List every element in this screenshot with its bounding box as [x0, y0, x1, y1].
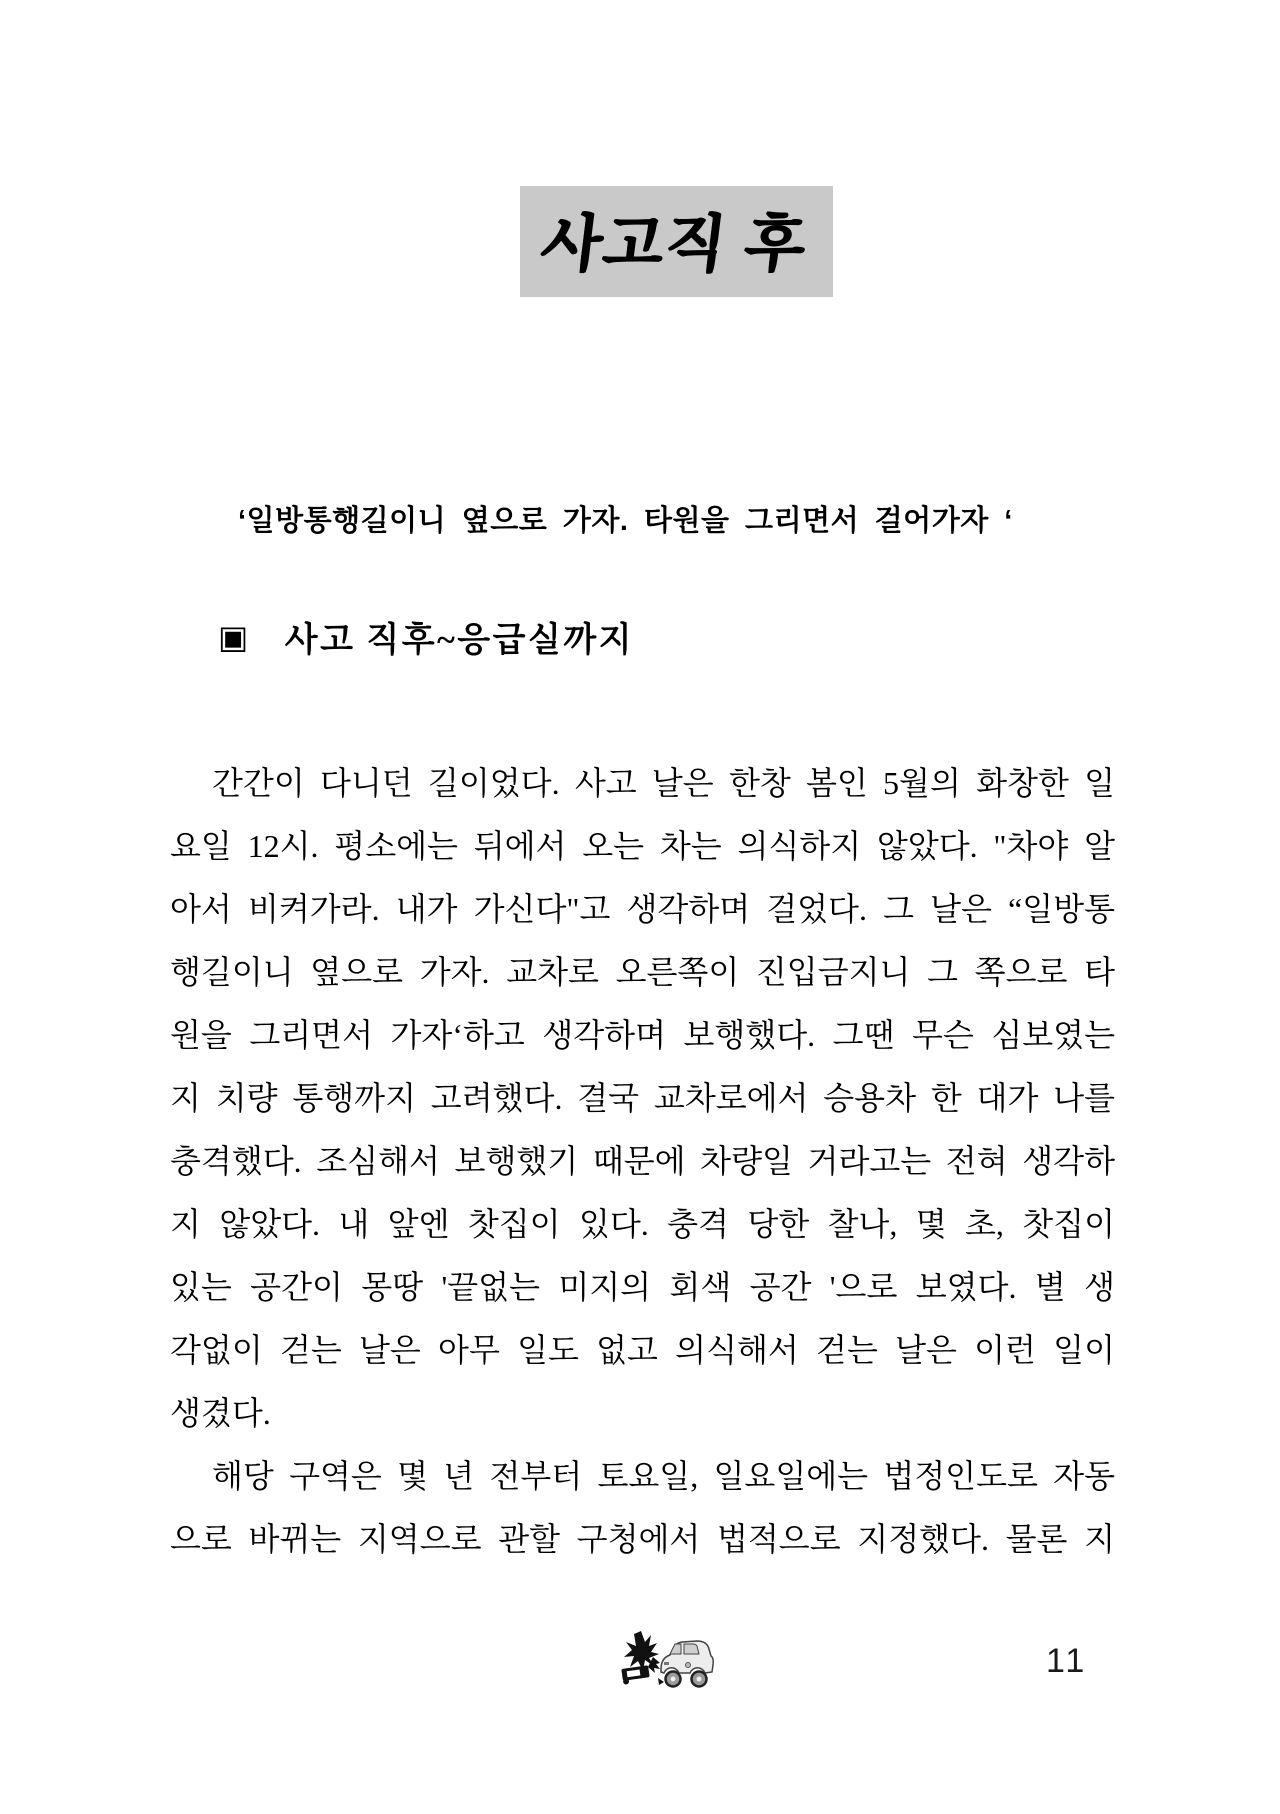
body-line: 있는 공간이 몽땅 '끝없는 미지의 회색 공간 '으로 보였다. 별 생 [170, 1269, 1115, 1305]
epigraph-quote: ‘일방통행길이니 옆으로 가자. 타원을 그리면서 걸어가자 ‘ [238, 505, 1013, 537]
body-line: 지 않았다. 내 앞엔 찻집이 있다. 충격 당한 찰나, 몇 초, 찻집이 [170, 1206, 1115, 1242]
body-line: 지 치량 통행까지 고려했다. 결국 교차로에서 승용차 한 대가 나를 [170, 1080, 1115, 1116]
section-heading-text: 사고 직후~응급실까지 [284, 622, 635, 659]
body-line: 해당 구역은 몇 년 전부터 토요일, 일요일에는 법정인도로 자동 [212, 1458, 1115, 1494]
body-line: 아서 비켜가라. 내가 가신다"고 생각하며 걸었다. 그 날은 “일방통 [170, 891, 1115, 927]
section-heading [218, 612, 634, 661]
body-line: 원을 그리면서 가자‘하고 생각하며 보행했다. 그땐 무슨 심보였는 [170, 1017, 1115, 1053]
square-bullet-icon: ▣ [218, 618, 251, 655]
chapter-title [520, 186, 833, 297]
title-highlight [520, 186, 833, 297]
car-crash-icon [620, 1630, 714, 1690]
page-number: 11 [1046, 1642, 1088, 1680]
body-text [170, 752, 1115, 1571]
body-line: 충격했다. 조심해서 보행했기 때문에 차량일 거라고는 전혀 생각하 [170, 1143, 1115, 1179]
body-line: 으로 바뀌는 지역으로 관할 구청에서 법적으로 지정했다. 물론 지 [170, 1521, 1115, 1557]
body-line: 생겼다. [170, 1395, 271, 1431]
body-line: 요일 12시. 평소에는 뒤에서 오는 차는 의식하지 않았다. "차야 알 [170, 828, 1115, 864]
body-line: 행길이니 옆으로 가자. 교차로 오른쪽이 진입금지니 그 쪽으로 타 [170, 954, 1115, 990]
body-line: 간간이 다니던 길이었다. 사고 날은 한창 봄인 5월의 화창한 일 [212, 765, 1115, 801]
body-line: 각없이 걷는 날은 아무 일도 없고 의식해서 걷는 날은 이런 일이 [170, 1332, 1115, 1368]
title-text: 사고직 후 [537, 211, 811, 279]
